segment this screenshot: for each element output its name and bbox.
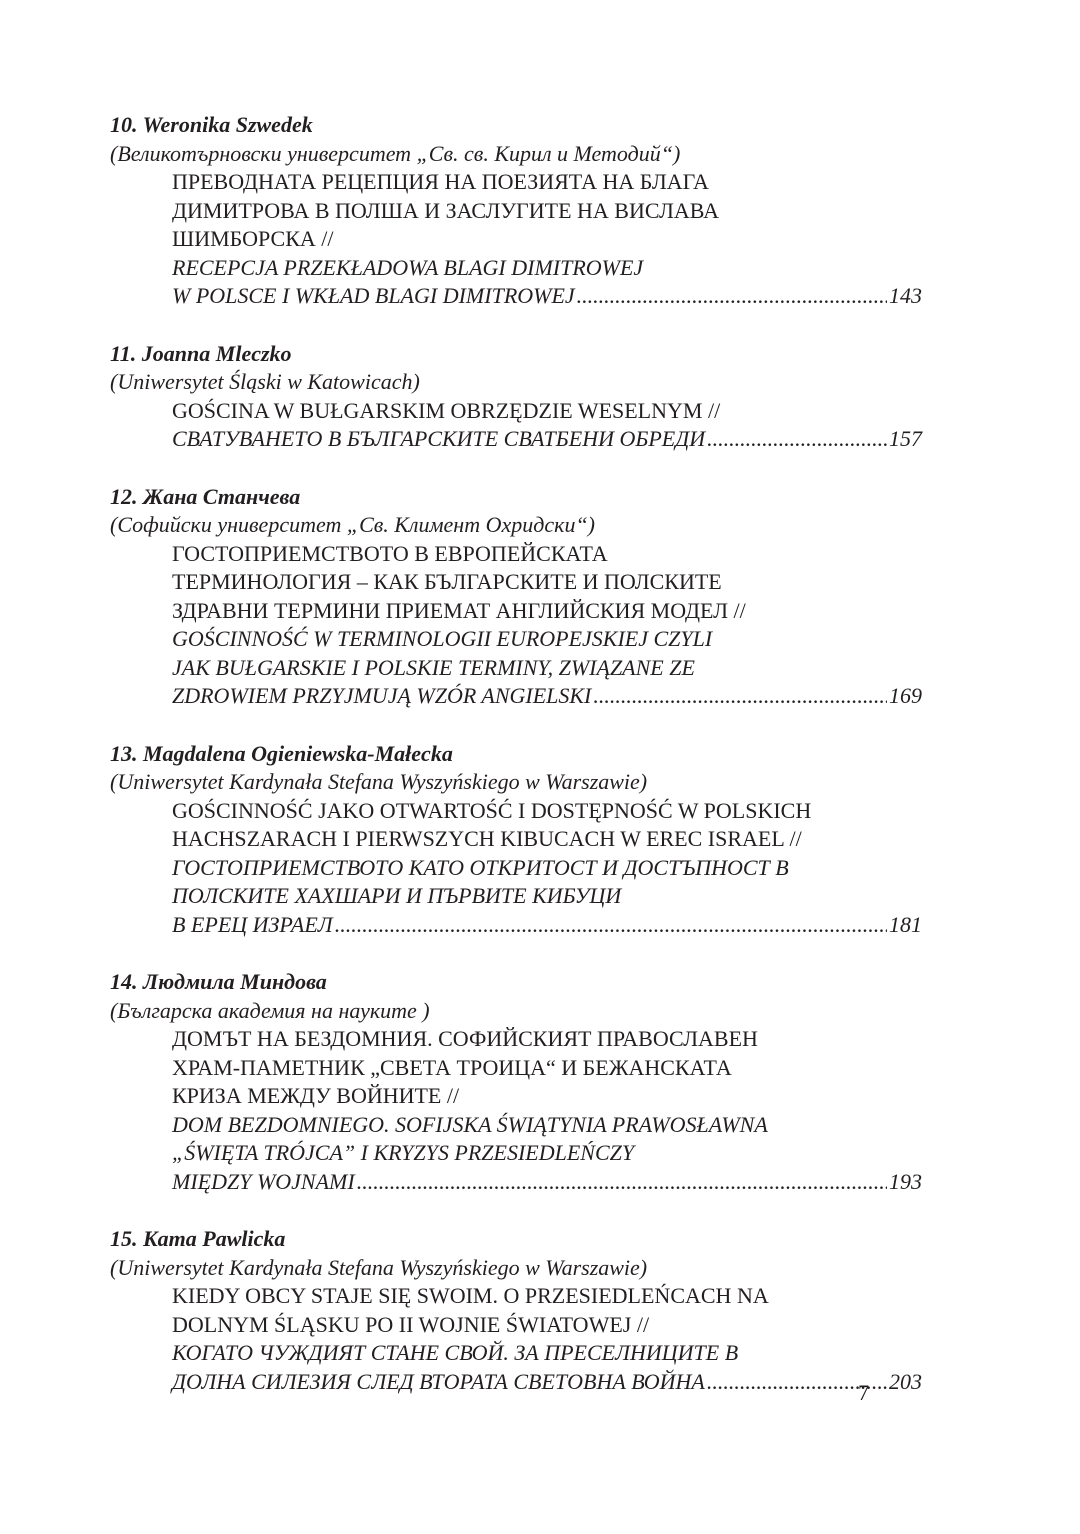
title-line: ГОСТОПРИЕМСТВОТО В ЕВРОПЕЙСКАТА [172,540,608,566]
translation-line: СВАТУВАНЕТО В БЪЛГАРСКИТЕ СВАТБЕНИ ОБРЕДИ [172,426,706,451]
page-number: 7 [858,1380,869,1405]
author-name: Weronika Szwedek [142,112,313,137]
translation-line: GOŚCINNOŚĆ W TERMINOLOGII EUROPEJSKIEJ CZYLI [172,626,713,651]
entry-number: 11. [110,340,137,366]
translation-line: В ЕРЕЦ ИЗРАЕЛ [172,911,333,937]
dot-leader [357,1168,887,1197]
translation-line: ГОСТОПРИЕМСТВОТО КАТО ОТКРИТОСТ И ДОСТЪПНОСТ В [172,854,789,880]
entry-author [110,740,922,769]
entry-page-number: 157 [889,426,922,451]
title-line: ДОМЪТ НА БЕЗДОМНИЯ. СОФИЙСКИЯТ ПРАВОСЛАВЕН [172,1026,758,1051]
entry-number: 10. [110,112,138,137]
toc-entry-10 [110,111,922,311]
dot-leader [335,911,887,940]
title-line: ДИМИТРОВА В ПОЛША И ЗАСЛУГИТЕ НА ВИСЛАВА [172,197,719,223]
entry-number: 12. [110,483,138,509]
translation-last-line [172,1368,922,1397]
translation-last-line [172,282,922,311]
title-line: ПРЕВОДНАТА РЕЦЕПЦИЯ НА ПОЕЗИЯТА НА БЛАГА [172,169,709,194]
entry-author [110,483,922,512]
author-name: Kama Pawlicka [143,1226,286,1251]
translation-last-line [172,1168,922,1197]
entry-affiliation: (Българска академия на науките ) [110,997,430,1023]
entry-affiliation: (Uniwersytet Śląski w Katowicach) [110,369,420,394]
author-name: Жана Станчева [143,483,301,509]
title-line: HACHSZARACH I PIERWSZYCH KIBUCACH W EREC ISRAEL // [172,826,802,851]
dot-leader [593,682,887,711]
translation-last-line [172,425,922,454]
toc-entry-11 [110,340,922,454]
entry-number: 13. [110,740,138,766]
translation-line: ПОЛСКИТЕ ХАХШАРИ И ПЪРВИТЕ КИБУЦИ [172,883,622,908]
title-line: ШИМБОРСКА // [172,226,334,251]
title-line: GOŚCINA W BUŁGARSKIM OBRZĘDZIE WESELNYM // [172,397,721,423]
entry-page-number: 143 [889,283,922,308]
translation-line: ДОЛНА СИЛЕЗИЯ СЛЕД ВТОРАТА СВЕТОВНА ВОЙНА [172,1368,705,1394]
entry-author [110,1225,922,1254]
translation-line: КОГАТО ЧУЖДИЯТ СТАНЕ СВОЙ. ЗА ПРЕСЕЛНИЦИТЕ В [172,1340,739,1365]
title-line: КРИЗА МЕЖДУ ВОЙНИТЕ // [172,1083,460,1108]
entry-page-number: 203 [889,1368,922,1394]
toc-entry-12 [110,483,922,711]
author-name: Людмила Миндова [143,969,327,994]
author-name: Magdalena Ogieniewska-Małecka [143,740,453,766]
title-line: KIEDY OBCY STAJE SIĘ SWOIM. O PRZESIEDLEŃCACH NA [172,1283,769,1308]
entry-author [110,111,922,140]
table-of-contents [110,111,922,1425]
title-line: ТЕРМИНОЛОГИЯ – КАК БЪЛГАРСКИТЕ И ПОЛСКИТЕ [172,569,722,594]
translation-last-line [172,682,922,711]
translation-line: MIĘDZY WOJNAMI [172,1168,355,1194]
author-name: Joanna Mleczko [141,340,292,366]
entry-author [110,340,922,369]
entry-page-number: 193 [889,1168,922,1194]
entry-number: 14. [110,969,138,994]
title-line: ХРАМ-ПАМЕТНИК „СВЕТА ТРОИЦА“ И БЕЖАНСКАТА [172,1054,732,1080]
translation-line: DOM BEZDOMNIEGO. SOFIJSKA ŚWIĄTYNIA PRAWOSŁAWNA [172,1111,768,1137]
title-line: GOŚCINNOŚĆ JAKO OTWARTOŚĆ I DOSTĘPNOŚĆ W POLSKICH [172,797,812,823]
title-line: DOLNYM ŚLĄSKU PO II WOJNIE ŚWIATOWEJ // [172,1311,650,1337]
toc-entry-14 [110,968,922,1196]
entry-page-number: 181 [889,911,922,937]
translation-line: JAK BUŁGARSKIE I POLSKIE TERMINY, ZWIĄZANE ZE [172,654,695,680]
translation-line: „ŚWIĘTA TRÓJCA” I KRYZYS PRZESIEDLEŃCZY [172,1140,635,1165]
entry-page-number: 169 [889,683,922,708]
entry-affiliation: (Софийски университет „Св. Климент Охридски“) [110,512,595,537]
entry-affiliation: (Uniwersytet Kardynała Stefana Wyszyńskiego w Warszawie) [110,769,648,794]
dot-leader [577,282,887,311]
entry-affiliation: (Uniwersytet Kardynała Stefana Wyszyńskiego w Warszawie) [110,1254,648,1280]
dot-leader [707,425,887,454]
entry-affiliation: (Великотърновски университет „Св. св. Кирил и Методий“) [110,140,681,166]
entry-author [110,968,922,997]
translation-line: ZDROWIEM PRZYJMUJĄ WZÓR ANGIELSKI [172,683,592,708]
translation-line: RECEPCJA PRZEKŁADOWA BLAGI DIMITROWEJ [172,254,644,280]
translation-last-line [172,911,922,940]
translation-line: W POLSCE I WKŁAD BLAGI DIMITROWEJ [172,283,575,308]
entry-number: 15. [110,1226,138,1251]
title-line: ЗДРАВНИ ТЕРМИНИ ПРИЕМАТ АНГЛИЙСКИЯ МОДЕЛ // [172,597,746,623]
toc-entry-13 [110,740,922,940]
toc-entry-15 [110,1225,922,1396]
